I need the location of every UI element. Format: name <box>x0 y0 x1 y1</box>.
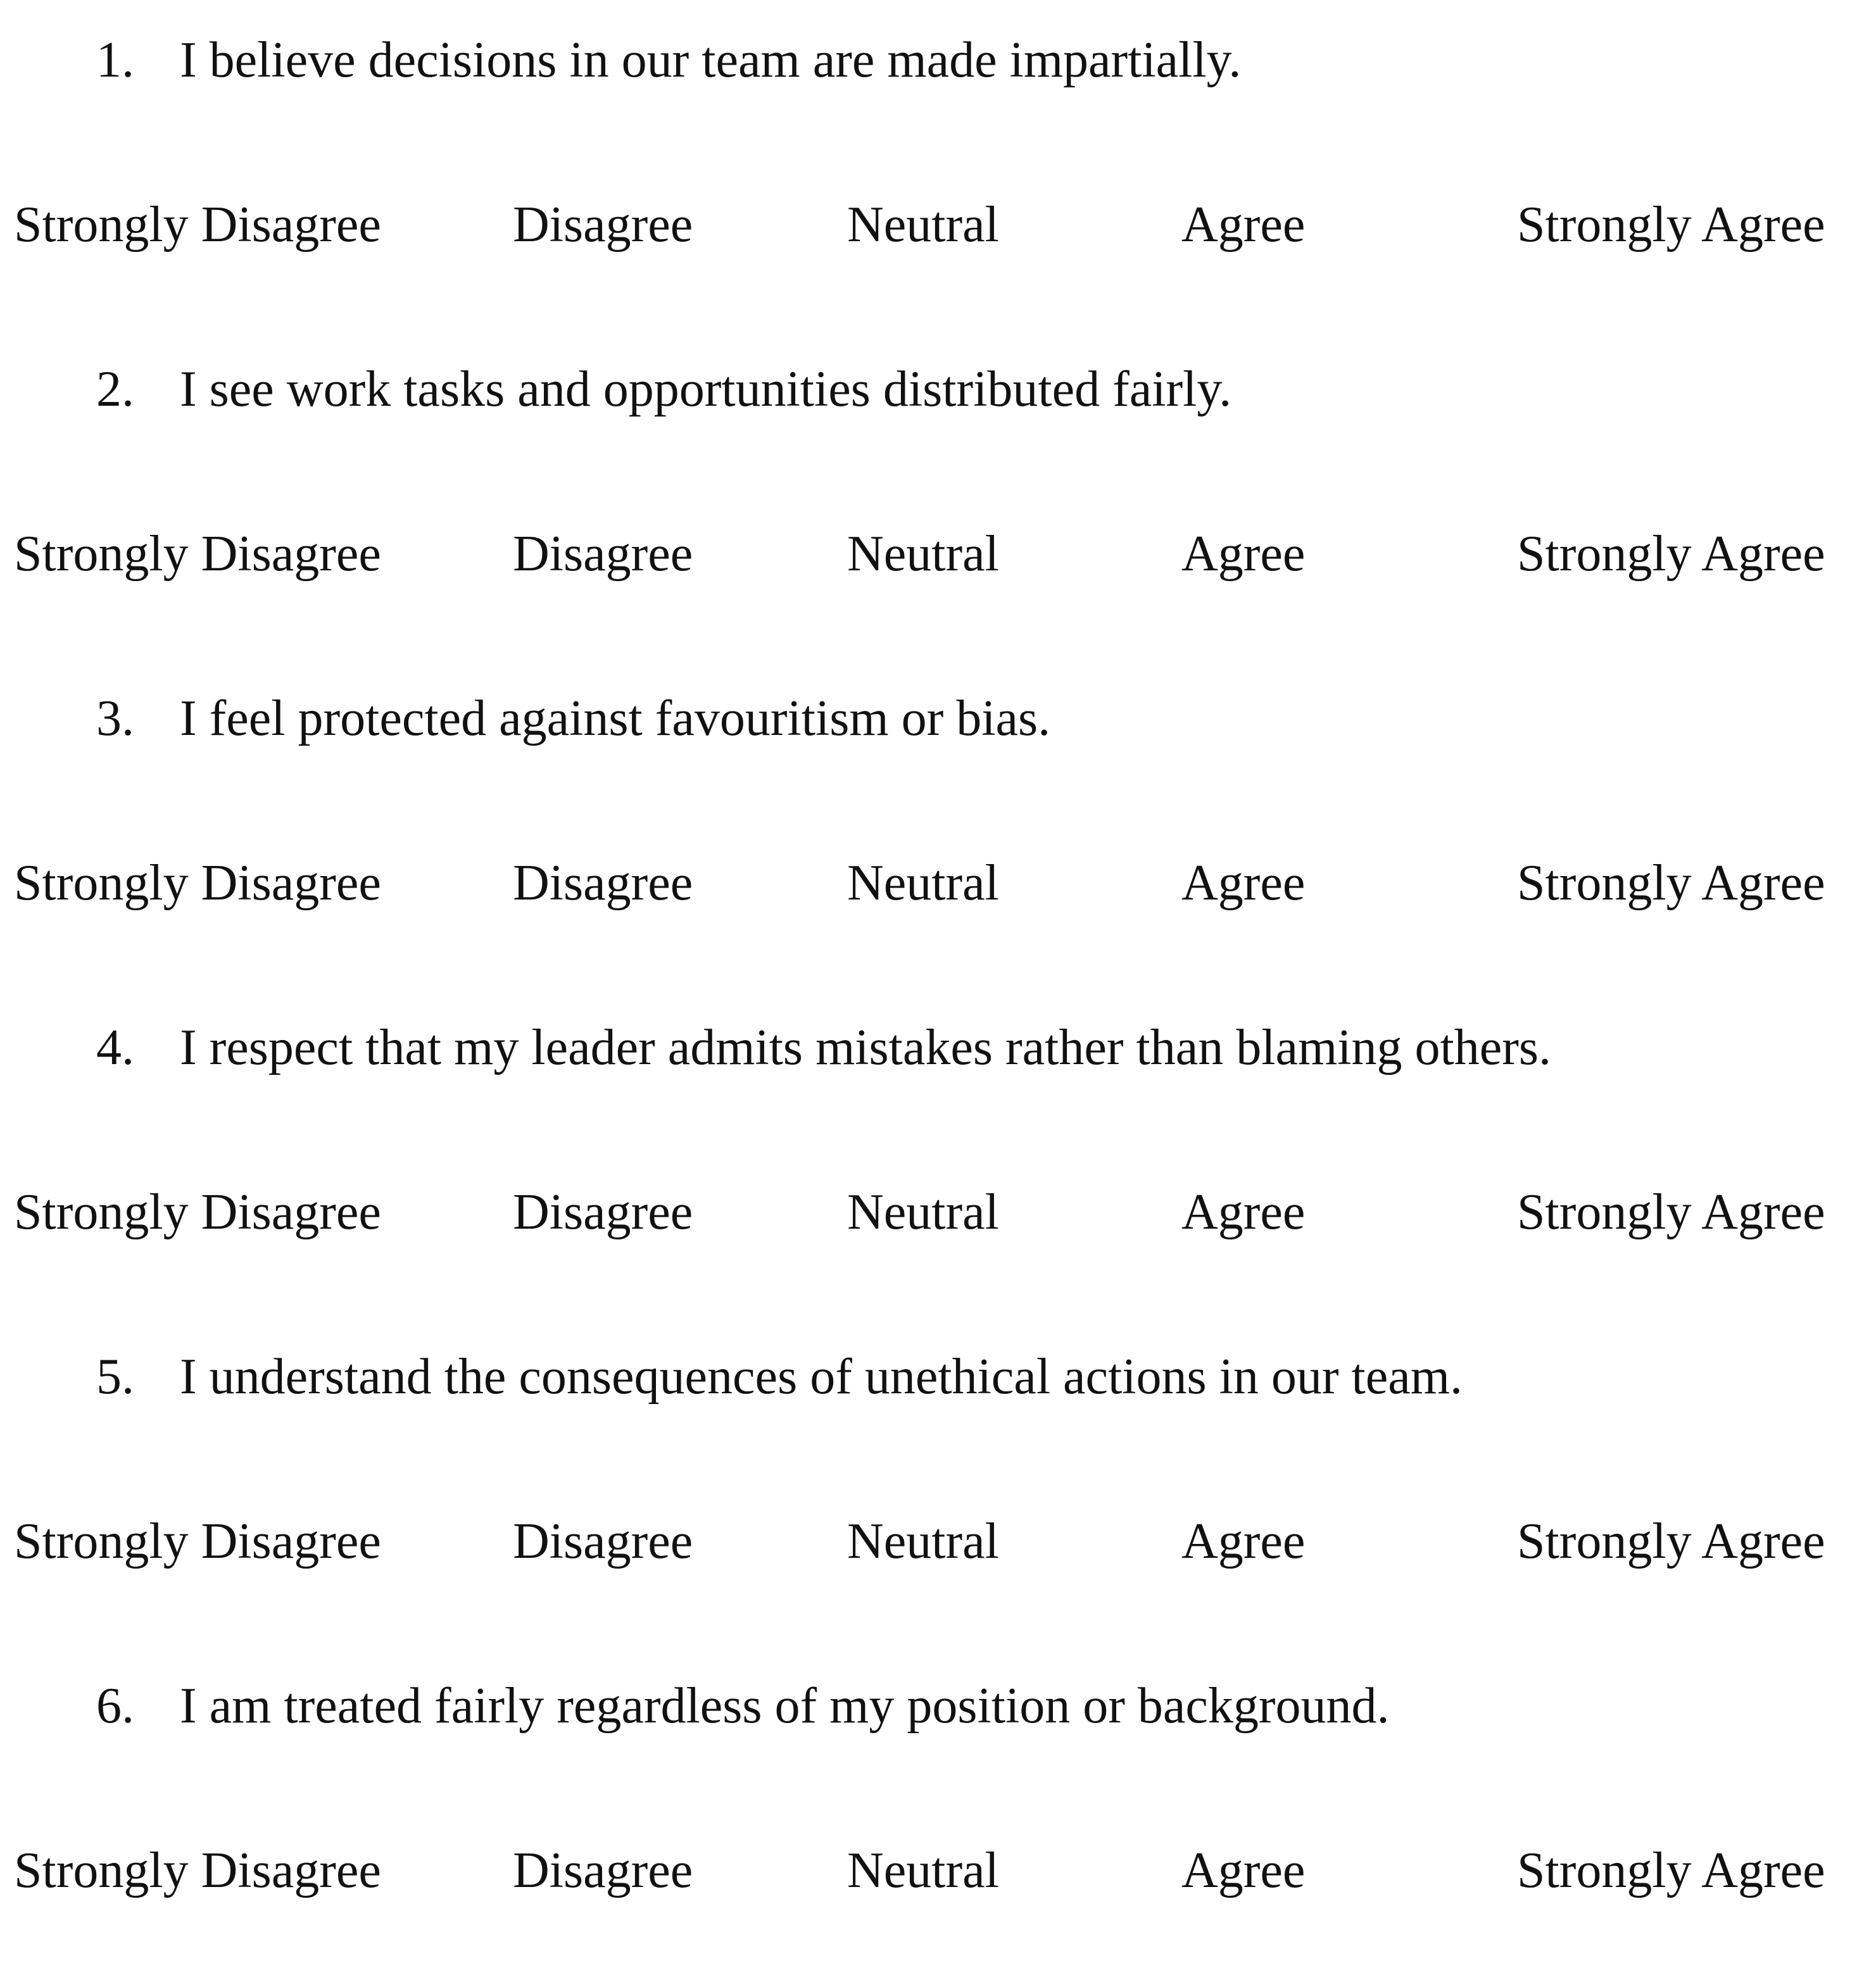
option-strongly-agree[interactable]: Strongly Agree <box>1517 1843 1825 1898</box>
option-disagree[interactable]: Disagree <box>513 1843 693 1898</box>
question-line <box>0 1671 1876 1741</box>
question-6 <box>0 1646 1876 1975</box>
likert-scale <box>0 1836 1876 1905</box>
option-strongly-agree[interactable]: Strongly Agree <box>1517 855 1825 911</box>
option-neutral[interactable]: Neutral <box>847 1514 999 1569</box>
question-text: I am treated fairly regardless of my position or background. <box>180 1678 1390 1734</box>
question-line <box>0 1013 1876 1082</box>
question-1 <box>0 0 1876 329</box>
option-strongly-agree[interactable]: Strongly Agree <box>1517 1514 1825 1569</box>
question-text: I respect that my leader admits mistakes rather than blaming others. <box>180 1020 1551 1075</box>
question-number: 3. <box>96 691 134 746</box>
question-text: I see work tasks and opportunities distributed fairly. <box>180 361 1232 417</box>
option-neutral[interactable]: Neutral <box>847 1184 999 1240</box>
question-5 <box>0 1317 1876 1646</box>
likert-scale <box>0 1507 1876 1576</box>
option-disagree[interactable]: Disagree <box>513 1184 693 1240</box>
option-agree[interactable]: Agree <box>1181 1184 1306 1240</box>
option-neutral[interactable]: Neutral <box>847 1843 999 1898</box>
question-number: 5. <box>96 1349 134 1405</box>
option-strongly-agree[interactable]: Strongly Agree <box>1517 1184 1825 1240</box>
option-agree[interactable]: Agree <box>1181 526 1306 582</box>
likert-scale <box>0 519 1876 589</box>
question-number: 1. <box>96 32 134 88</box>
likert-scale <box>0 190 1876 260</box>
option-agree[interactable]: Agree <box>1181 197 1306 253</box>
likert-scale <box>0 848 1876 918</box>
option-neutral[interactable]: Neutral <box>847 197 999 253</box>
question-4 <box>0 988 1876 1317</box>
option-strongly-disagree[interactable]: Strongly Disagree <box>14 526 381 582</box>
option-neutral[interactable]: Neutral <box>847 855 999 911</box>
option-disagree[interactable]: Disagree <box>513 197 693 253</box>
option-strongly-disagree[interactable]: Strongly Disagree <box>14 1184 381 1240</box>
option-strongly-disagree[interactable]: Strongly Disagree <box>14 855 381 911</box>
option-disagree[interactable]: Disagree <box>513 526 693 582</box>
question-text: I understand the consequences of unethical actions in our team. <box>180 1349 1463 1405</box>
question-2 <box>0 329 1876 658</box>
option-strongly-disagree[interactable]: Strongly Disagree <box>14 1843 381 1898</box>
option-strongly-agree[interactable]: Strongly Agree <box>1517 197 1825 253</box>
question-number: 2. <box>96 361 134 417</box>
option-disagree[interactable]: Disagree <box>513 1514 693 1569</box>
question-line <box>0 354 1876 424</box>
option-strongly-agree[interactable]: Strongly Agree <box>1517 526 1825 582</box>
option-agree[interactable]: Agree <box>1181 1514 1306 1569</box>
question-number: 4. <box>96 1020 134 1075</box>
likert-scale <box>0 1177 1876 1247</box>
option-agree[interactable]: Agree <box>1181 1843 1306 1898</box>
question-3 <box>0 658 1876 988</box>
question-line <box>0 684 1876 753</box>
question-text: I believe decisions in our team are made impartially. <box>180 32 1242 88</box>
option-strongly-disagree[interactable]: Strongly Disagree <box>14 197 381 253</box>
option-agree[interactable]: Agree <box>1181 855 1306 911</box>
question-number: 6. <box>96 1678 134 1734</box>
question-line <box>0 25 1876 95</box>
question-text: I feel protected against favouritism or bias. <box>180 691 1051 746</box>
option-strongly-disagree[interactable]: Strongly Disagree <box>14 1514 381 1569</box>
question-line <box>0 1342 1876 1412</box>
option-neutral[interactable]: Neutral <box>847 526 999 582</box>
option-disagree[interactable]: Disagree <box>513 855 693 911</box>
